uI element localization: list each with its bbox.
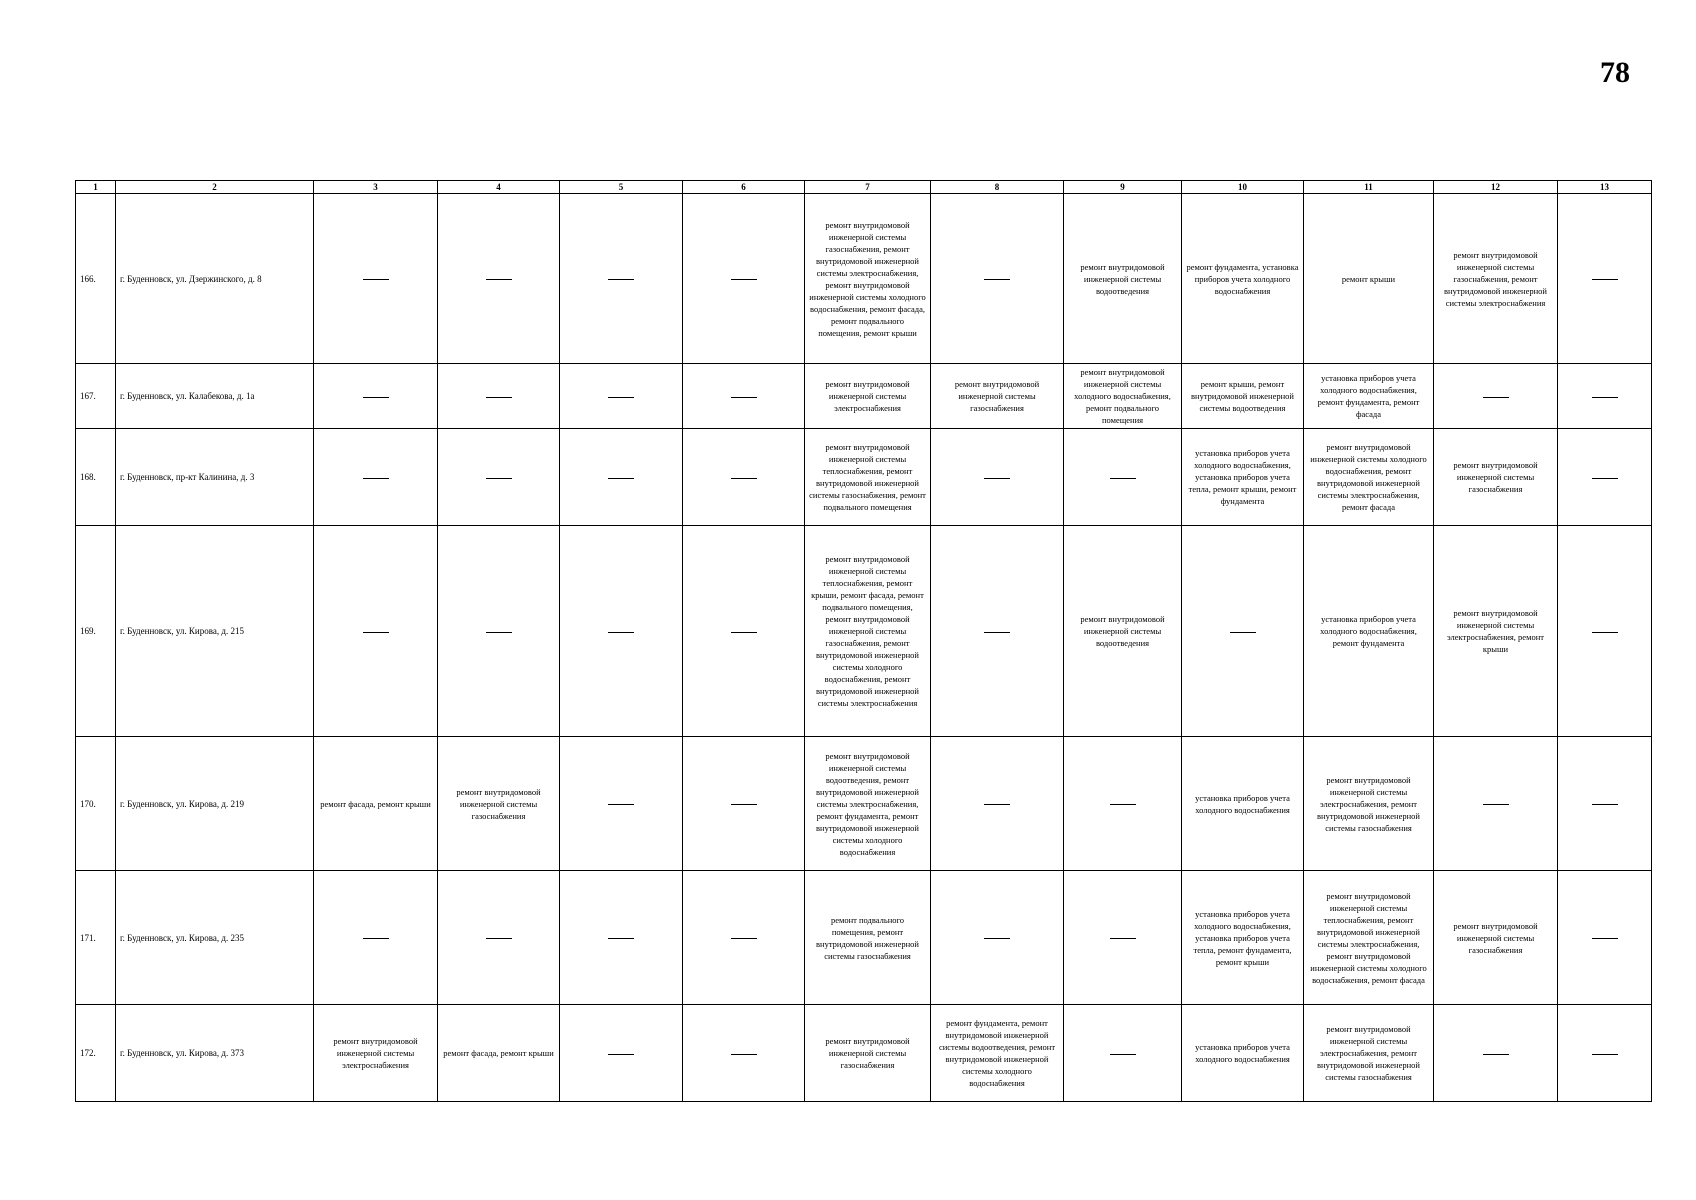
table-row: [76, 526, 1652, 737]
empty-cell-c9: [1064, 737, 1182, 871]
empty-cell-c6: [683, 737, 805, 871]
dash-mark: [1592, 938, 1618, 939]
dash-mark: [731, 632, 757, 633]
address-cell: г. Буденновск, ул. Кирова, д. 373: [116, 1005, 314, 1102]
empty-cell-c8: [931, 194, 1064, 364]
table-row: [76, 737, 1652, 871]
empty-cell-c9: [1064, 429, 1182, 526]
column-header: 3: [314, 181, 438, 194]
work-cell-c10: установка приборов учета холодного водоснабжения: [1182, 737, 1304, 871]
dash-mark: [363, 938, 389, 939]
empty-cell-c4: [438, 429, 560, 526]
dash-mark: [1230, 632, 1256, 633]
column-number-row: [76, 181, 1652, 194]
empty-cell-c13: [1558, 526, 1652, 737]
work-cell-c8: ремонт внутридомовой инженерной системы газоснабжения: [931, 364, 1064, 429]
empty-cell-c6: [683, 871, 805, 1005]
work-cell-c12: ремонт внутридомовой инженерной системы электроснабжения, ремонт крыши: [1434, 526, 1558, 737]
address-cell: г. Буденновск, ул. Калабекова, д. 1а: [116, 364, 314, 429]
empty-cell-c6: [683, 1005, 805, 1102]
dash-mark: [731, 478, 757, 479]
dash-mark: [608, 478, 634, 479]
dash-mark: [363, 632, 389, 633]
dash-mark: [731, 804, 757, 805]
table-row: [76, 364, 1652, 429]
empty-cell-c4: [438, 526, 560, 737]
empty-cell-c6: [683, 364, 805, 429]
work-cell-c4: ремонт внутридомовой инженерной системы газоснабжения: [438, 737, 560, 871]
table-row: [76, 871, 1652, 1005]
dash-mark: [486, 632, 512, 633]
address-cell: г. Буденновск, ул. Кирова, д. 219: [116, 737, 314, 871]
empty-cell-c8: [931, 871, 1064, 1005]
work-cell-c11: ремонт внутридомовой инженерной системы теплоснабжения, ремонт внутридомовой инженерной системы электроснабжения, ремонт внутридомовой инженерной системы холодного водоснабжения, ремонт фасада: [1304, 871, 1434, 1005]
empty-cell-c8: [931, 737, 1064, 871]
empty-cell-c5: [560, 194, 683, 364]
dash-mark: [731, 1054, 757, 1055]
column-header: 8: [931, 181, 1064, 194]
dash-mark: [731, 279, 757, 280]
empty-cell-c5: [560, 737, 683, 871]
empty-cell-c3: [314, 871, 438, 1005]
empty-cell-c12: [1434, 364, 1558, 429]
work-cell-c9: ремонт внутридомовой инженерной системы водоотведения: [1064, 526, 1182, 737]
column-header: 1: [76, 181, 116, 194]
empty-cell-c5: [560, 429, 683, 526]
column-header: 9: [1064, 181, 1182, 194]
empty-cell-c6: [683, 429, 805, 526]
column-header: 6: [683, 181, 805, 194]
dash-mark: [1110, 804, 1136, 805]
empty-cell-c3: [314, 526, 438, 737]
work-cell-c11: ремонт крыши: [1304, 194, 1434, 364]
column-header: 12: [1434, 181, 1558, 194]
repair-plan-table: [75, 180, 1652, 1102]
empty-cell-c12: [1434, 1005, 1558, 1102]
empty-cell-c4: [438, 871, 560, 1005]
work-cell-c3: ремонт фасада, ремонт крыши: [314, 737, 438, 871]
row-number: 172.: [76, 1005, 116, 1102]
dash-mark: [486, 938, 512, 939]
dash-mark: [1110, 478, 1136, 479]
work-cell-c12: ремонт внутридомовой инженерной системы газоснабжения: [1434, 871, 1558, 1005]
dash-mark: [486, 397, 512, 398]
work-cell-c10: установка приборов учета холодного водоснабжения: [1182, 1005, 1304, 1102]
address-cell: г. Буденновск, ул. Дзержинского, д. 8: [116, 194, 314, 364]
column-header: 2: [116, 181, 314, 194]
dash-mark: [1110, 1054, 1136, 1055]
column-header: 11: [1304, 181, 1434, 194]
empty-cell-c6: [683, 526, 805, 737]
table-row: [76, 429, 1652, 526]
empty-cell-c13: [1558, 364, 1652, 429]
row-number: 170.: [76, 737, 116, 871]
dash-mark: [1110, 938, 1136, 939]
work-cell-c11: установка приборов учета холодного водоснабжения, ремонт фундамента: [1304, 526, 1434, 737]
work-cell-c10: установка приборов учета холодного водоснабжения, установка приборов учета тепла, ремонт крыши, ремонт фундамента: [1182, 429, 1304, 526]
work-cell-c7: ремонт внутридомовой инженерной системы теплоснабжения, ремонт крыши, ремонт фасада, ремонт подвального помещения, ремонт внутридомовой инженерной системы газоснабжения, ремонт внутридомовой инженерной системы холодного водоснабжения, ремонт внутридомовой инженерной системы электроснабжения: [805, 526, 931, 737]
dash-mark: [1592, 804, 1618, 805]
row-number: 166.: [76, 194, 116, 364]
empty-cell-c12: [1434, 737, 1558, 871]
work-cell-c11: установка приборов учета холодного водоснабжения, ремонт фундамента, ремонт фасада: [1304, 364, 1434, 429]
row-number: 168.: [76, 429, 116, 526]
dash-mark: [984, 632, 1010, 633]
dash-mark: [1592, 279, 1618, 280]
work-cell-c10: ремонт фундамента, установка приборов учета холодного водоснабжения: [1182, 194, 1304, 364]
empty-cell-c13: [1558, 1005, 1652, 1102]
empty-cell-c5: [560, 871, 683, 1005]
dash-mark: [731, 938, 757, 939]
empty-cell-c3: [314, 429, 438, 526]
work-cell-c10: установка приборов учета холодного водоснабжения, установка приборов учета тепла, ремонт фундамента, ремонт крыши: [1182, 871, 1304, 1005]
work-cell-c10: ремонт крыши, ремонт внутридомовой инженерной системы водоотведения: [1182, 364, 1304, 429]
dash-mark: [731, 397, 757, 398]
empty-cell-c9: [1064, 871, 1182, 1005]
column-header: 4: [438, 181, 560, 194]
empty-cell-c9: [1064, 1005, 1182, 1102]
empty-cell-c6: [683, 194, 805, 364]
dash-mark: [363, 478, 389, 479]
address-cell: г. Буденновск, ул. Кирова, д. 215: [116, 526, 314, 737]
work-cell-c7: ремонт внутридомовой инженерной системы водоотведения, ремонт внутридомовой инженерной системы электроснабжения, ремонт фундамента, ремонт внутридомовой инженерной системы холодного водоснабжения: [805, 737, 931, 871]
work-cell-c4: ремонт фасада, ремонт крыши: [438, 1005, 560, 1102]
work-cell-c7: ремонт внутридомовой инженерной системы газоснабжения: [805, 1005, 931, 1102]
column-header: 13: [1558, 181, 1652, 194]
address-cell: г. Буденновск, пр-кт Калинина, д. 3: [116, 429, 314, 526]
dash-mark: [608, 279, 634, 280]
dash-mark: [1592, 397, 1618, 398]
address-cell: г. Буденновск, ул. Кирова, д. 235: [116, 871, 314, 1005]
empty-cell-c5: [560, 1005, 683, 1102]
empty-cell-c3: [314, 194, 438, 364]
work-cell-c12: ремонт внутридомовой инженерной системы газоснабжения: [1434, 429, 1558, 526]
table-row: [76, 1005, 1652, 1102]
empty-cell-c13: [1558, 871, 1652, 1005]
empty-cell-c4: [438, 364, 560, 429]
dash-mark: [984, 804, 1010, 805]
dash-mark: [486, 478, 512, 479]
empty-cell-c13: [1558, 194, 1652, 364]
page-number: 78: [1600, 56, 1630, 89]
empty-cell-c4: [438, 194, 560, 364]
dash-mark: [1483, 397, 1509, 398]
dash-mark: [1483, 804, 1509, 805]
dash-mark: [984, 938, 1010, 939]
dash-mark: [984, 279, 1010, 280]
dash-mark: [1592, 1054, 1618, 1055]
row-number: 171.: [76, 871, 116, 1005]
work-cell-c12: ремонт внутридомовой инженерной системы газоснабжения, ремонт внутридомовой инженерной системы электроснабжения: [1434, 194, 1558, 364]
dash-mark: [1592, 478, 1618, 479]
dash-mark: [608, 804, 634, 805]
work-cell-c7: ремонт внутридомовой инженерной системы газоснабжения, ремонт внутридомовой инженерной системы электроснабжения, ремонт внутридомовой инженерной системы холодного водоснабжения, ремонт фасада, ремонт подвального помещения, ремонт крыши: [805, 194, 931, 364]
column-header: 10: [1182, 181, 1304, 194]
empty-cell-c8: [931, 429, 1064, 526]
work-cell-c8: ремонт фундамента, ремонт внутридомовой инженерной системы водоотведения, ремонт внутридомовой инженерной системы холодного водоснабжения: [931, 1005, 1064, 1102]
empty-cell-c5: [560, 364, 683, 429]
column-header: 5: [560, 181, 683, 194]
dash-mark: [363, 279, 389, 280]
row-number: 169.: [76, 526, 116, 737]
empty-cell-c3: [314, 364, 438, 429]
dash-mark: [608, 632, 634, 633]
empty-cell-c13: [1558, 737, 1652, 871]
dash-mark: [1592, 632, 1618, 633]
empty-cell-c5: [560, 526, 683, 737]
dash-mark: [363, 397, 389, 398]
work-cell-c9: ремонт внутридомовой инженерной системы холодного водоснабжения, ремонт подвального помещения: [1064, 364, 1182, 429]
work-cell-c11: ремонт внутридомовой инженерной системы холодного водоснабжения, ремонт внутридомовой инженерной системы электроснабжения, ремонт фасада: [1304, 429, 1434, 526]
empty-cell-c10: [1182, 526, 1304, 737]
work-cell-c7: ремонт подвального помещения, ремонт внутридомовой инженерной системы газоснабжения: [805, 871, 931, 1005]
table-row: [76, 194, 1652, 364]
work-cell-c7: ремонт внутридомовой инженерной системы электроснабжения: [805, 364, 931, 429]
empty-cell-c8: [931, 526, 1064, 737]
dash-mark: [1483, 1054, 1509, 1055]
work-cell-c11: ремонт внутридомовой инженерной системы электроснабжения, ремонт внутридомовой инженерной системы газоснабжения: [1304, 737, 1434, 871]
work-cell-c9: ремонт внутридомовой инженерной системы водоотведения: [1064, 194, 1182, 364]
work-cell-c7: ремонт внутридомовой инженерной системы теплоснабжения, ремонт внутридомовой инженерной системы газоснабжения, ремонт подвального помещения: [805, 429, 931, 526]
row-number: 167.: [76, 364, 116, 429]
work-cell-c11: ремонт внутридомовой инженерной системы электроснабжения, ремонт внутридомовой инженерной системы газоснабжения: [1304, 1005, 1434, 1102]
dash-mark: [608, 938, 634, 939]
dash-mark: [608, 397, 634, 398]
empty-cell-c13: [1558, 429, 1652, 526]
dash-mark: [486, 279, 512, 280]
work-cell-c3: ремонт внутридомовой инженерной системы электроснабжения: [314, 1005, 438, 1102]
dash-mark: [984, 478, 1010, 479]
dash-mark: [608, 1054, 634, 1055]
column-header: 7: [805, 181, 931, 194]
